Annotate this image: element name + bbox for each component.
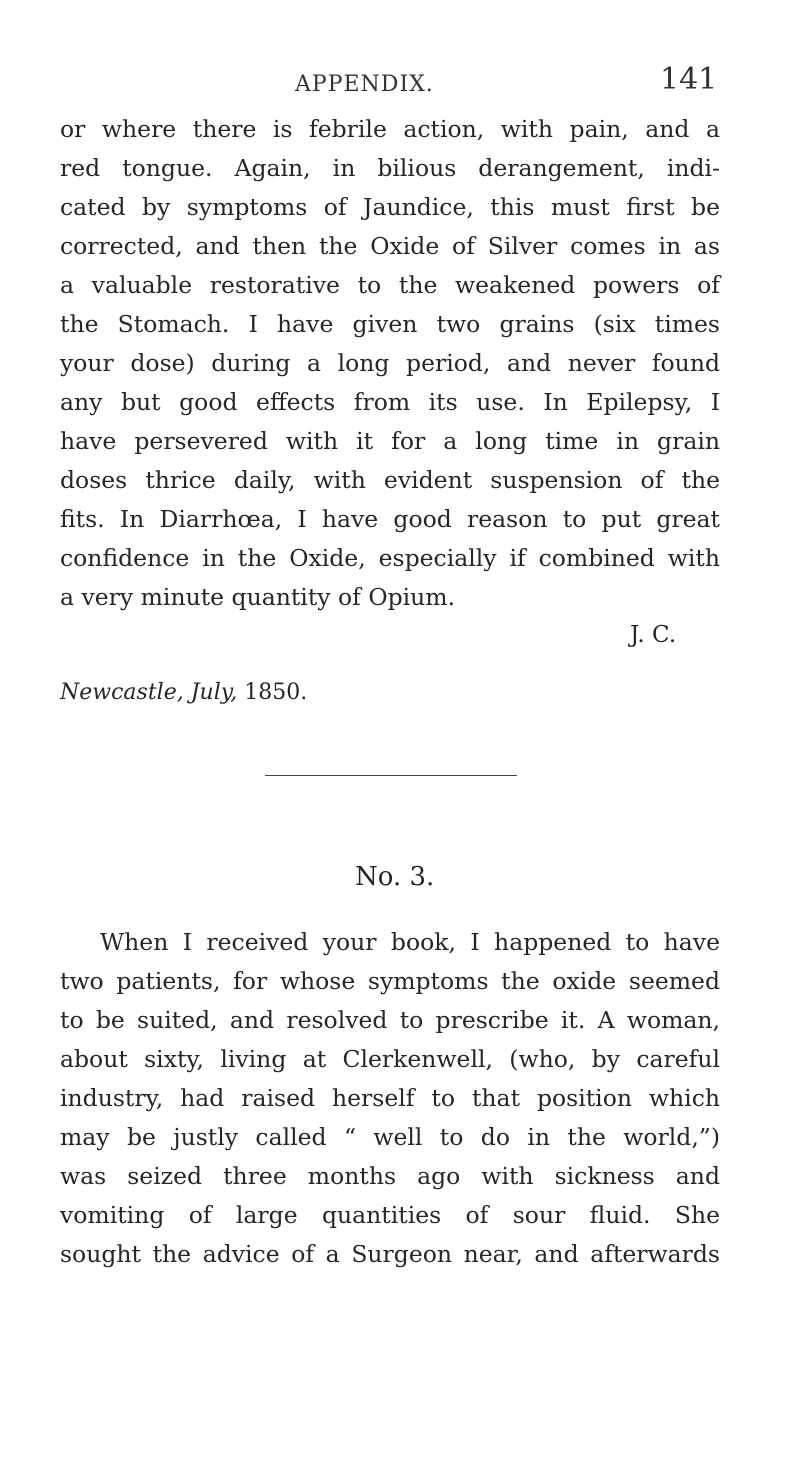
text-line: have persevered with it for a long time in grain	[60, 427, 720, 455]
text-line: the Stomach. I have given two grains (six times	[60, 310, 720, 338]
text-line: a valuable restorative to the weakened powers of	[60, 271, 720, 299]
text-line: cated by symptoms of Jaundice, this must first be	[60, 193, 720, 221]
section-divider	[265, 775, 517, 776]
text-line: doses thrice daily, with evident suspension of the	[60, 466, 720, 494]
dateline-year: 1850.	[244, 680, 308, 705]
signature-initials: J. C.	[630, 622, 677, 648]
text-line: your dose) during a long period, and never found	[60, 349, 720, 377]
dateline	[60, 680, 307, 705]
text-line: two patients, for whose symptoms the oxide seemed	[60, 967, 720, 995]
text-line: vomiting of large quantities of sour fluid. She	[60, 1201, 720, 1229]
text-line: industry, had raised herself to that position which	[60, 1084, 720, 1112]
text-line: any but good effects from its use. In Epilepsy, I	[60, 388, 720, 416]
text-line: red tongue. Again, in bilious derangement, indi-	[60, 154, 720, 182]
text-line: fits. In Diarrhœa, I have good reason to put great	[60, 505, 720, 533]
text-line: may be justly called “ well to do in the world,”)	[60, 1123, 720, 1151]
text-line: When I received your book, I happened to have	[100, 928, 720, 956]
dateline-place: Newcastle, July,	[60, 680, 238, 705]
text-line: a very minute quantity of Opium.	[60, 583, 456, 611]
text-line: or where there is febrile action, with pain, and a	[60, 115, 720, 143]
page-number: 141	[660, 62, 718, 97]
section-heading: No. 3.	[355, 862, 435, 892]
text-line: confidence in the Oxide, especially if combined with	[60, 544, 720, 572]
text-line: to be suited, and resolved to prescribe it. A woman,	[60, 1006, 720, 1034]
text-line: corrected, and then the Oxide of Silver comes in as	[60, 232, 720, 260]
running-head: APPENDIX.	[295, 72, 434, 97]
text-line: about sixty, living at Clerkenwell, (who, by careful	[60, 1045, 720, 1073]
text-line: sought the advice of a Surgeon near, and afterwards	[60, 1240, 720, 1268]
text-line: was seized three months ago with sickness and	[60, 1162, 720, 1190]
